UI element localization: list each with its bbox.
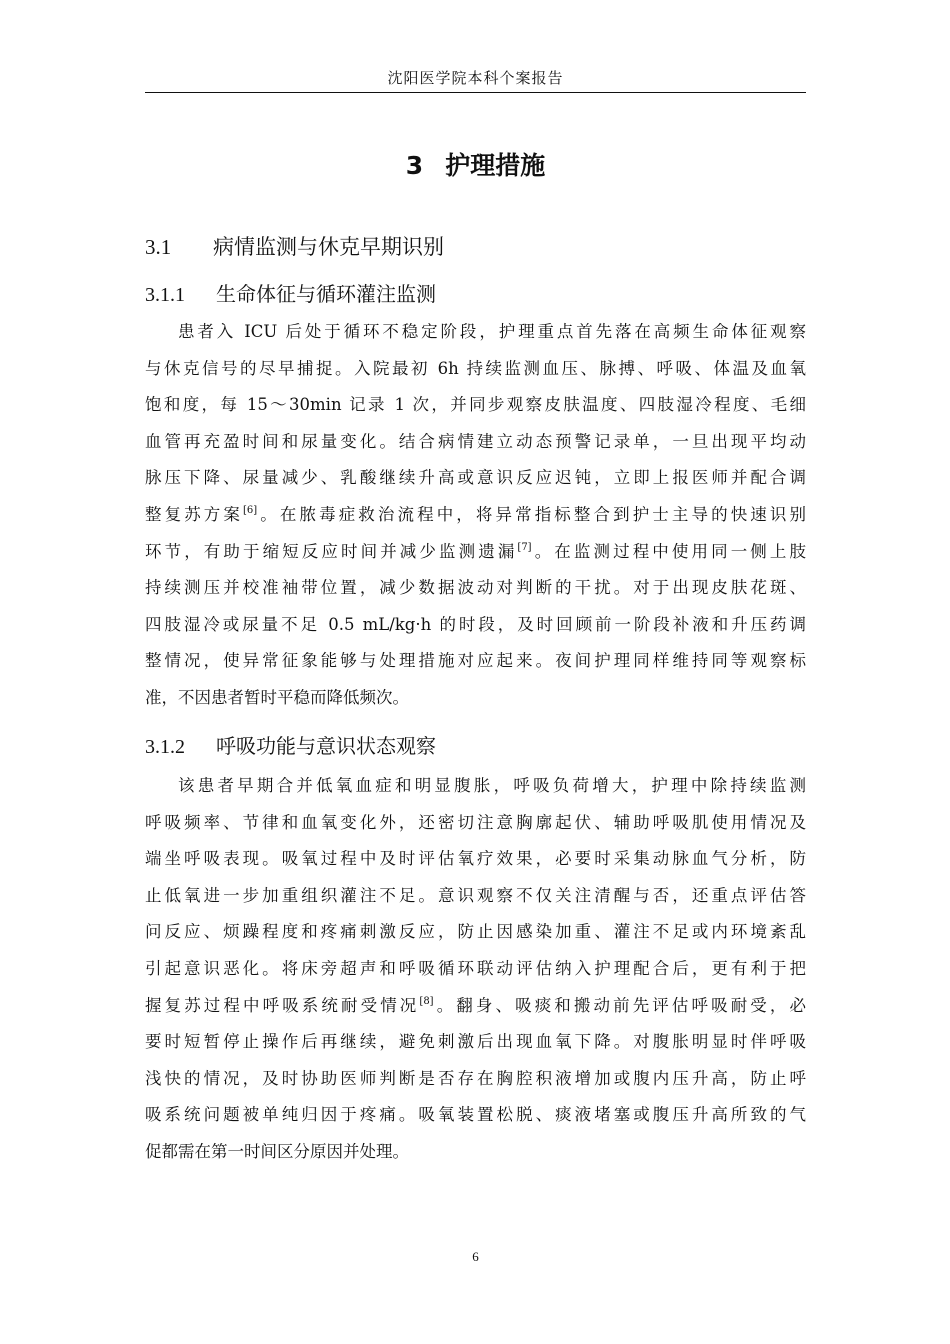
text-run: 整复苏方案 [145, 504, 244, 524]
paragraph-line: 饱和度，每 15～30min 记录 1 次，并同步观察皮肤温度、四肢湿冷程度、毛细 [145, 395, 806, 415]
paragraph-line: 持续测压并校准袖带位置，减少数据波动对判断的干扰。对于出现皮肤花斑、 [145, 578, 806, 598]
paragraph-line: 引起意识恶化。将床旁超声和呼吸循环联动评估纳入护理配合后，更有利于把 [145, 958, 806, 978]
paragraph-line: 患者入 ICU 后处于循环不稳定阶段，护理重点首先落在高频生命体征观察 [178, 322, 806, 341]
text-run: 。在监测过程中使用同一侧上肢 [531, 541, 807, 561]
paragraph-line: 四肢湿冷或尿量不足 0.5 mL/kg·h 的时段，及时回顾前一阶段补液和升压药调 [145, 614, 806, 634]
paragraph-line [145, 534, 806, 571]
chapter-number: 3 [405, 151, 424, 180]
chapter-title [145, 148, 806, 184]
paragraph-line: 吸系统问题被单纯归因于疼痛。吸氧装置松脱、痰液堵塞或腹压升高所致的气 [145, 1105, 806, 1125]
section-number: 3.1 [145, 235, 172, 259]
citation-ref: [8] [419, 995, 434, 1007]
paragraph-line: 该患者早期合并低氧血症和明显腹胀，呼吸负荷增大，护理中除持续监测 [178, 776, 806, 795]
header-rule [145, 92, 806, 93]
text-run: 。在脓毒症救治流程中，将异常指标整合到护士主导的快速识别 [257, 504, 807, 524]
paragraph-line: 整情况，使异常征象能够与处理措施对应起来。夜间护理同样维持同等观察标 [145, 651, 806, 671]
page-number: 6 [472, 1249, 479, 1264]
paragraph-line: 问反应、烦躁程度和疼痛刺激反应，防止因感染加重、灌注不足或内环境紊乱 [145, 922, 806, 942]
text-run: 握复苏过程中呼吸系统耐受情况 [145, 995, 420, 1015]
section-title: 病情监测与休克早期识别 [213, 235, 444, 259]
section-heading-3-1 [145, 232, 444, 262]
subsection-number: 3.1.2 [145, 736, 185, 758]
paragraph-line: 与休克信号的尽早捕捉。入院最初 6h 持续监测血压、脉搏、呼吸、体温及血氧 [145, 358, 806, 378]
chapter-title-text: 护理措施 [445, 151, 546, 180]
subsection-title: 呼吸功能与意识状态观察 [216, 734, 436, 758]
paragraph-line: 促都需在第一时间区分原因并处理。 [145, 1141, 409, 1161]
paragraph-line: 呼吸频率、节律和血氧变化外，还密切注意胸廓起伏、辅助呼吸肌使用情况及 [145, 812, 806, 832]
paragraph-3-1-2 [145, 768, 806, 1171]
text-run: 环节，有助于缩短反应时间并减少监测遗漏 [145, 541, 518, 561]
paragraph-line: 端坐呼吸表现。吸氧过程中及时评估氧疗效果，必要时采集动脉血气分析，防 [145, 849, 806, 869]
paragraph-line: 浅快的情况，及时协助医师判断是否存在胸腔积液增加或腹内压升高，防止呼 [145, 1068, 806, 1088]
subsection-heading-3-1-2 [145, 731, 436, 762]
paragraph-line [145, 497, 806, 534]
running-header: 沈阳医学院本科个案报告 [387, 69, 564, 87]
citation-ref: [6] [243, 504, 258, 516]
paragraph-3-1-1 [145, 314, 806, 717]
citation-ref: [7] [517, 541, 532, 553]
paragraph-line [145, 988, 806, 1025]
subsection-heading-3-1-1 [145, 279, 436, 310]
paragraph-line: 血管再充盈时间和尿量变化。结合病情建立动态预警记录单，一旦出现平均动 [145, 431, 806, 451]
paragraph-line: 要时短暂停止操作后再继续，避免刺激后出现血氧下降。对腹胀明显时伴呼吸 [145, 1032, 806, 1052]
subsection-title: 生命体征与循环灌注监测 [216, 282, 436, 306]
paragraph-line: 止低氧进一步加重组织灌注不足。意识观察不仅关注清醒与否，还重点评估答 [145, 885, 806, 905]
paragraph-line: 准，不因患者暂时平稳而降低频次。 [145, 687, 409, 707]
paragraph-line: 脉压下降、尿量减少、乳酸继续升高或意识反应迟钝，立即上报医师并配合调 [145, 468, 806, 488]
text-run: 。翻身、吸痰和搬动前先评估呼吸耐受，必 [433, 995, 807, 1015]
subsection-number: 3.1.1 [145, 284, 185, 306]
